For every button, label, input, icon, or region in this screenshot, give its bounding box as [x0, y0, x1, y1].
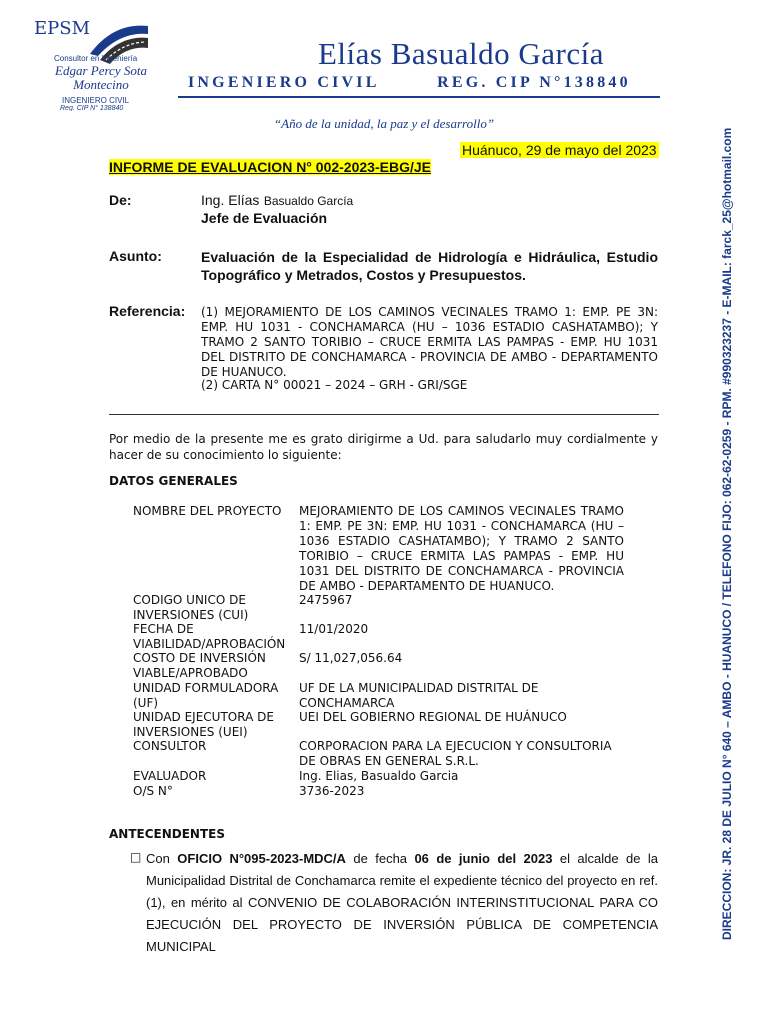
letterhead-profession: INGENIERO CIVIL [188, 74, 379, 91]
gd-label-formulating-unit: UNIDAD FORMULADORA (UF) [133, 681, 279, 710]
intro-paragraph: Por medio de la presente me es grato dirigirme a Ud. para saludarlo muy cordialmente y hacer de su conocimiento lo siguiente: [109, 432, 658, 462]
gd-label-evaluator: EVALUADOR [133, 769, 207, 783]
subject-text: Evaluación de la Especialidad de Hidrología e Hidráulica, Estudio Topográfico y Metrados, Costos y Presupuestos. [201, 249, 658, 283]
gd-value-consultant: CORPORACION PARA LA EJECUCION Y CONSULTORIA DE OBRAS EN GENERAL S.R.L. [299, 739, 612, 768]
gd-label-executing-unit: UNIDAD EJECUTORA DE INVERSIONES (UEI) [133, 710, 274, 739]
logo-name-line1: Edgar Percy Sota [55, 63, 147, 78]
gd-label-project-name: NOMBRE DEL PROYECTO [133, 504, 282, 518]
gd-value-evaluator: Ing. Elias, Basualdo Garcia [299, 769, 459, 783]
bg-de-fecha: de fecha [353, 851, 408, 866]
gd-value-viability-date: 11/01/2020 [299, 622, 369, 636]
reference-item-1: (1) MEJORAMIENTO DE LOS CAMINOS VECINALES TRAMO 1: EMP. PE 3N: EMP. HU 1031 - CONCHAMARCA (HU – 1036 ESTADIO CASHATAMBO); Y TRAMO 2 SANTO TORIBIO – CRUCE ERMITA LAS PAMPAS - EMP. HU 1031 DEL DISTRITO DE CONCHAMARCA - PROVINCIA DE AMBO - DEPARTAMENTO DE HUANUCO. [201, 305, 658, 379]
from-position: Jefe de Evaluación [201, 210, 328, 226]
reference-item-2: (2) CARTA N° 00021 – 2024 – GRH - GRI/SGE [201, 378, 468, 392]
letterhead-name: Elías Basualdo García [318, 36, 604, 71]
logo-name-line2: Montecino [73, 77, 129, 92]
bullet-icon: □ [130, 850, 142, 864]
logo-brand: EPSM [34, 18, 91, 39]
reference-label: Referencia: [109, 303, 186, 319]
bg-date: 06 de junio del 2023 [414, 851, 553, 866]
general-data-heading: DATOS GENERALES [109, 474, 238, 488]
gd-label-cui: CODIGO UNICO DE INVERSIONES (CUI) [133, 593, 249, 622]
logo-registration: Reg. CIP N° 138840 [60, 105, 124, 111]
background-paragraph [146, 848, 658, 958]
gd-value-investment-cost: S/ 11,027,056.64 [299, 651, 403, 665]
letterhead-subtitle [188, 74, 631, 92]
report-title: INFORME DE EVALUACION N° 002-2023-EBG/JE [109, 159, 431, 175]
header-divider [178, 96, 660, 98]
from-name [201, 192, 353, 210]
subject-label: Asunto: [109, 248, 162, 264]
bg-oficio: OFICIO N°095-2023-MDC/A [177, 851, 346, 866]
gd-value-cui: 2475967 [299, 593, 353, 607]
gd-label-consultant: CONSULTOR [133, 739, 207, 753]
gd-label-investment-cost: COSTO DE INVERSIÓN VIABLE/APROBADO [133, 651, 266, 680]
from-label: De: [109, 192, 132, 208]
gd-label-viability-date: FECHA DE VIABILIDAD/APROBACIÓN [133, 622, 286, 651]
gd-value-executing-unit: UEI DEL GOBIERNO REGIONAL DE HUÁNUCO [299, 710, 567, 724]
from-name-rest: Basualdo García [263, 194, 354, 208]
gd-value-project-name: MEJORAMIENTO DE LOS CAMINOS VECINALES TRAMO 1: EMP. PE 3N: EMP. HU 1031 - CONCHAMARCA (HU – 1036 ESTADIO CASHATAMBO); Y TRAMO 2 SANTO TORIBIO – CRUCE ERMITA LAS PAMPAS - EMP. HU 1031 DEL DISTRITO DE CONCHAMARCA - PROVINCIA DE AMBO - DEPARTAMENTO DE HUANUCO. [299, 504, 624, 593]
background-heading: ANTECENDENTES [109, 827, 225, 841]
letterhead-registration: REG. CIP N°138840 [437, 74, 631, 91]
gd-value-service-order: 3736-2023 [299, 784, 365, 798]
from-name-prefix: Ing. Elías [201, 192, 260, 208]
side-contact-info: DIRECCION: JR. 28 DE JULIO N° 640 – AMBO - HUANUCO / TELEFONO FIJO: 062-62-0259 - RPM. #990323237 - E-MAIL: farck_25@hotmail.com [720, 127, 734, 940]
logo-engineer-name [48, 64, 154, 92]
company-logo [34, 18, 174, 110]
logo-role: INGENIERO CIVIL [62, 96, 130, 105]
logo-subtitle: Consultor en Ingeniería [54, 54, 138, 63]
section-divider [109, 414, 659, 415]
year-motto: “Año de la unidad, la paz y el desarrollo” [273, 116, 495, 131]
bg-con: Con [146, 851, 170, 866]
document-date: Huánuco, 29 de mayo del 2023 [462, 142, 657, 158]
gd-label-service-order: O/S N° [133, 784, 173, 798]
bg-rest: el alcalde de la Municipalidad Distrital de Conchamarca remite el expediente técnico del proyecto en ref. (1), en mérito al CONVENIO DE COLABORACIÓN INTERINSTITUCIONAL PARA CO EJECUCIÓN DEL PROYECTO DE INVERSIÓN PÚBLICA DE COMPETENCIA MUNICIPAL [146, 851, 659, 954]
gd-value-formulating-unit: UF DE LA MUNICIPALIDAD DISTRITAL DE CONCHAMARCA [299, 681, 539, 710]
